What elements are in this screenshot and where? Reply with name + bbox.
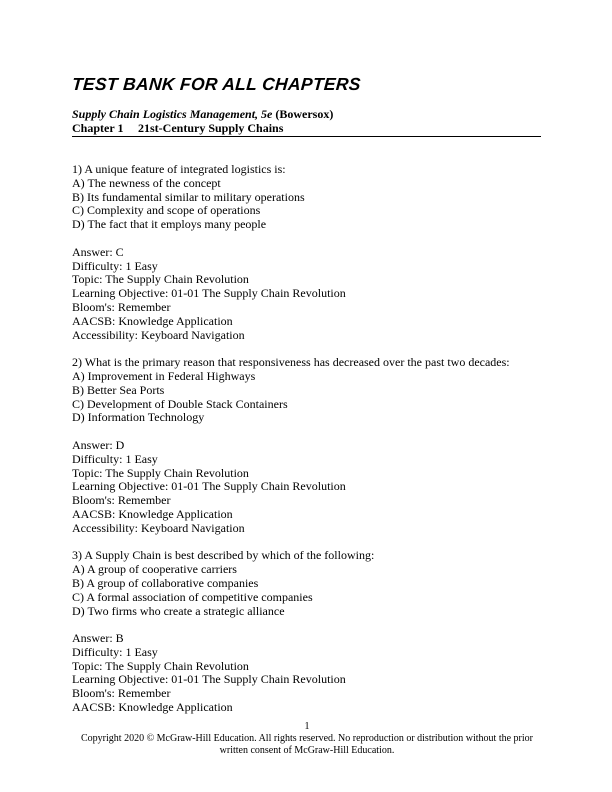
learning-objective: Learning Objective: 01-01 The Supply Chain Revolution xyxy=(72,286,346,301)
answer-option: B) A group of collaborative companies xyxy=(72,575,259,590)
spacer xyxy=(72,536,542,550)
topic: Topic: The Supply Chain Revolution xyxy=(72,272,249,287)
aacsb: AACSB: Knowledge Application xyxy=(72,700,233,715)
chapter-number: Chapter 1 xyxy=(72,121,124,135)
answer-option: B) Its fundamental similar to military operations xyxy=(72,189,305,204)
book-title-line xyxy=(72,107,333,121)
book-author: (Bowersox) xyxy=(275,107,334,121)
answer-key: Answer: D xyxy=(72,437,125,452)
page-footer xyxy=(72,721,542,757)
spacer xyxy=(72,618,542,632)
answer-option: A) A group of cooperative carriers xyxy=(72,562,237,577)
question-stem: 3) A Supply Chain is best described by which of the following: xyxy=(72,548,375,563)
spacer xyxy=(72,425,542,439)
answer-option: A) Improvement in Federal Highways xyxy=(72,368,256,383)
blooms-level: Bloom's: Remember xyxy=(72,299,171,314)
answer-key: Answer: C xyxy=(72,244,124,259)
answer-option: A) The newness of the concept xyxy=(72,175,221,190)
question-list xyxy=(72,163,542,715)
learning-objective: Learning Objective: 01-01 The Supply Chain Revolution xyxy=(72,672,346,687)
topic: Topic: The Supply Chain Revolution xyxy=(72,658,249,673)
accessibility: Accessibility: Keyboard Navigation xyxy=(72,520,245,535)
question-block xyxy=(72,549,542,715)
blooms-level: Bloom's: Remember xyxy=(72,686,171,701)
chapter-title: 21st-Century Supply Chains xyxy=(138,121,284,135)
answer-option: C) Complexity and scope of operations xyxy=(72,203,261,218)
answer-option: D) The fact that it employs many people xyxy=(72,217,267,232)
answer-option: D) Information Technology xyxy=(72,410,205,425)
spacer xyxy=(72,232,542,246)
accessibility: Accessibility: Keyboard Navigation xyxy=(72,327,245,342)
answer-key: Answer: B xyxy=(72,631,124,646)
blooms-level: Bloom's: Remember xyxy=(72,493,171,508)
question-block xyxy=(72,163,542,356)
question-block xyxy=(72,356,542,549)
answer-option: C) Development of Double Stack Containers xyxy=(72,396,288,411)
question-stem: 2) What is the primary reason that responsiveness has decreased over the past two decades: xyxy=(72,355,510,370)
aacsb: AACSB: Knowledge Application xyxy=(72,313,233,328)
difficulty: Difficulty: 1 Easy xyxy=(72,644,158,659)
copyright-line: written consent of McGraw-Hill Education. xyxy=(219,745,395,756)
chapter-heading xyxy=(72,121,541,137)
question-stem: 1) A unique feature of integrated logistics is: xyxy=(72,162,286,176)
topic: Topic: The Supply Chain Revolution xyxy=(72,465,249,480)
answer-option: D) Two firms who create a strategic alliance xyxy=(72,603,285,618)
difficulty: Difficulty: 1 Easy xyxy=(72,451,158,466)
answer-option: C) A formal association of competitive companies xyxy=(72,589,313,604)
spacer xyxy=(72,342,542,356)
book-title: Supply Chain Logistics Management, 5e xyxy=(72,107,273,121)
test-bank-banner: TEST BANK FOR ALL CHAPTERS xyxy=(71,74,362,94)
answer-option: B) Better Sea Ports xyxy=(72,382,165,397)
difficulty: Difficulty: 1 Easy xyxy=(72,258,158,273)
learning-objective: Learning Objective: 01-01 The Supply Chain Revolution xyxy=(72,479,346,494)
page-number: 1 xyxy=(304,721,310,732)
copyright-line: Copyright 2020 © McGraw-Hill Education. All rights reserved. No reproduction or distribution without the prior xyxy=(81,733,533,744)
aacsb: AACSB: Knowledge Application xyxy=(72,506,233,521)
